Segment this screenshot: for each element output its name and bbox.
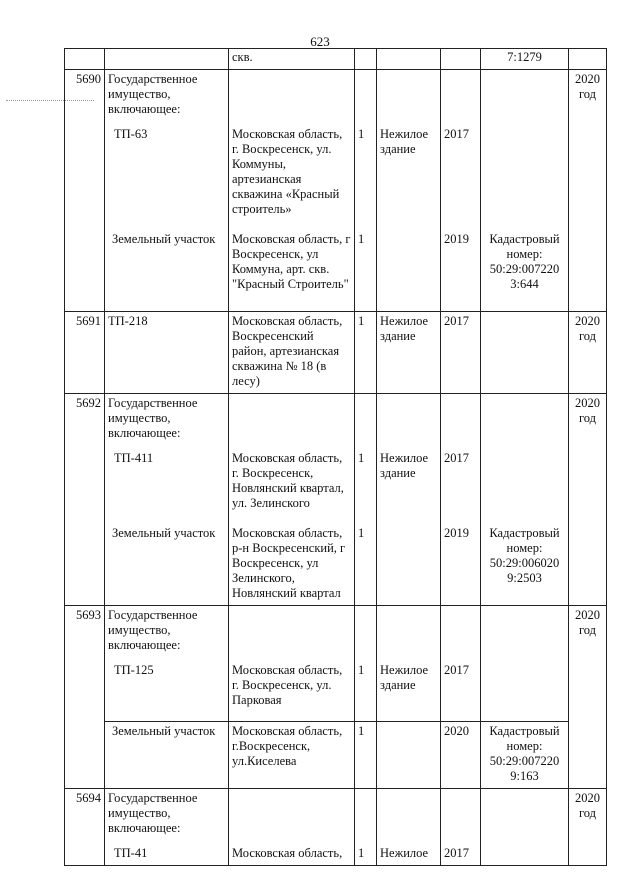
address-cell: [229, 606, 355, 722]
item-name: ТП-125: [114, 663, 154, 677]
item-type: [377, 722, 441, 789]
qty-cell: [355, 394, 377, 606]
year-end-unit: год: [578, 806, 597, 820]
page-number: 623: [310, 34, 330, 49]
table-subrow-5693-land: [65, 722, 607, 789]
qty-cell: [355, 789, 377, 866]
item-year: 2019: [444, 232, 469, 246]
item-address: Московская область, Воскресенский район, артезианская скважина № 18 (в лесу): [229, 312, 355, 394]
name-cell: [105, 789, 229, 866]
item-qty: 1: [358, 127, 365, 141]
item-cadastral: Кадастровый номер: 50:29:007220 3:644: [489, 232, 560, 291]
item-year: 2019: [444, 526, 469, 540]
item-name: ТП-41: [114, 846, 148, 860]
item-qty: 1: [355, 312, 377, 394]
qty-cell: [355, 70, 377, 312]
item-qty: 1: [358, 526, 365, 540]
group-header: Государственное имущество, включающее:: [108, 72, 198, 116]
item-name: Земельный участок: [105, 722, 229, 789]
cadastral-cell: [481, 70, 569, 312]
cadastral-cell: [481, 394, 569, 606]
type-cell: [377, 606, 441, 722]
item-address: Московская область, г.Воскресенск, ул.Киселева: [229, 722, 355, 789]
year-end-cell: [569, 312, 607, 394]
item-name: Земельный участок: [112, 232, 216, 246]
type-cell: [377, 394, 441, 606]
item-year: 2017: [444, 451, 469, 465]
address-cell: [229, 789, 355, 866]
row-number: 5692: [65, 394, 105, 606]
table-row-5694: [65, 789, 607, 866]
year-end-unit: год: [578, 329, 597, 343]
item-address: Московская область,: [232, 846, 343, 860]
item-year: 2017: [444, 127, 469, 141]
year-end-value: 2020: [575, 608, 600, 622]
year-end-unit: год: [578, 411, 597, 425]
year-end-cell: [569, 606, 607, 789]
item-address: Московская область, р-н Воскресенский, г Воскресенск, ул Зелинского, Новлянский квартал: [232, 526, 346, 600]
group-header: Государственное имущество, включающее:: [108, 791, 198, 835]
year-end-cell: [569, 70, 607, 312]
item-type: Нежилое здание: [380, 127, 429, 156]
item-cadastral: Кадастровый номер: 50:29:007220 9:163: [481, 722, 569, 789]
year-end-value: 2020: [575, 396, 600, 410]
item-address: Московская область, г. Воскресенск, Новлянский квартал, ул. Зелинского: [232, 451, 344, 510]
item-type: Нежилое здание: [377, 312, 441, 394]
type-cell: [377, 70, 441, 312]
table-row-continuation: [65, 49, 607, 70]
item-address: Московская область, г Воскресенск, ул Коммуна, арт. скв. "Красный Строитель": [232, 232, 351, 291]
row-number: 5691: [65, 312, 105, 394]
item-name: Земельный участок: [112, 526, 216, 540]
item-address: Московская область, г. Воскресенск, ул. Парковая: [232, 663, 343, 707]
table-row-5691: [65, 312, 607, 394]
row-number: 5693: [65, 606, 105, 789]
year-cell: [441, 70, 481, 312]
year-end-value: 2020: [575, 791, 600, 805]
item-name: ТП-63: [114, 127, 148, 141]
qty-cell: [355, 606, 377, 722]
name-cell: [105, 394, 229, 606]
address-cell: [229, 394, 355, 606]
row-number: 5694: [65, 789, 105, 866]
item-year: 2017: [444, 663, 469, 677]
item-type: Нежилое здание: [380, 451, 429, 480]
group-header: Государственное имущество, включающее:: [108, 396, 198, 440]
item-cadastral: Кадастровый номер: 50:29:006020 9:2503: [489, 526, 560, 585]
property-register-table: [64, 48, 607, 866]
name-cell: [105, 70, 229, 312]
row-number: 5690: [65, 70, 105, 312]
item-type: Нежилое: [380, 846, 429, 860]
group-header: Государственное имущество, включающее:: [108, 608, 198, 652]
year-end-value: 2020: [575, 72, 600, 86]
item-type: Нежилое здание: [380, 663, 429, 692]
item-name: ТП-411: [114, 451, 154, 465]
item-year: 2017: [444, 846, 469, 860]
table-row-5692: [65, 394, 607, 606]
address-cell: скв.: [229, 49, 355, 70]
name-cell: [105, 606, 229, 722]
table-row-5693: [65, 606, 607, 722]
cadastral-cell: 7:1279: [481, 49, 569, 70]
table-row-5690: [65, 70, 607, 312]
item-qty: 1: [355, 722, 377, 789]
address-cell: [229, 70, 355, 312]
year-end-unit: год: [578, 623, 597, 637]
item-address: Московская область, г. Воскресенск, ул. Коммуны, артезианская скважина «Красный строитель»: [232, 127, 343, 216]
year-cell: [441, 606, 481, 722]
item-qty: 1: [358, 232, 365, 246]
year-end-cell: [569, 394, 607, 606]
type-cell: [377, 789, 441, 866]
year-end-value: 2020: [575, 314, 600, 328]
item-name: ТП-218: [105, 312, 229, 394]
item-qty: 1: [358, 846, 365, 860]
year-end-cell: [569, 789, 607, 866]
item-year: 2020: [441, 722, 481, 789]
item-year: 2017: [441, 312, 481, 394]
item-qty: 1: [358, 663, 365, 677]
year-cell: [441, 394, 481, 606]
year-end-unit: год: [578, 87, 597, 101]
year-cell: [441, 789, 481, 866]
item-cadastral: [481, 312, 569, 394]
item-qty: 1: [358, 451, 365, 465]
